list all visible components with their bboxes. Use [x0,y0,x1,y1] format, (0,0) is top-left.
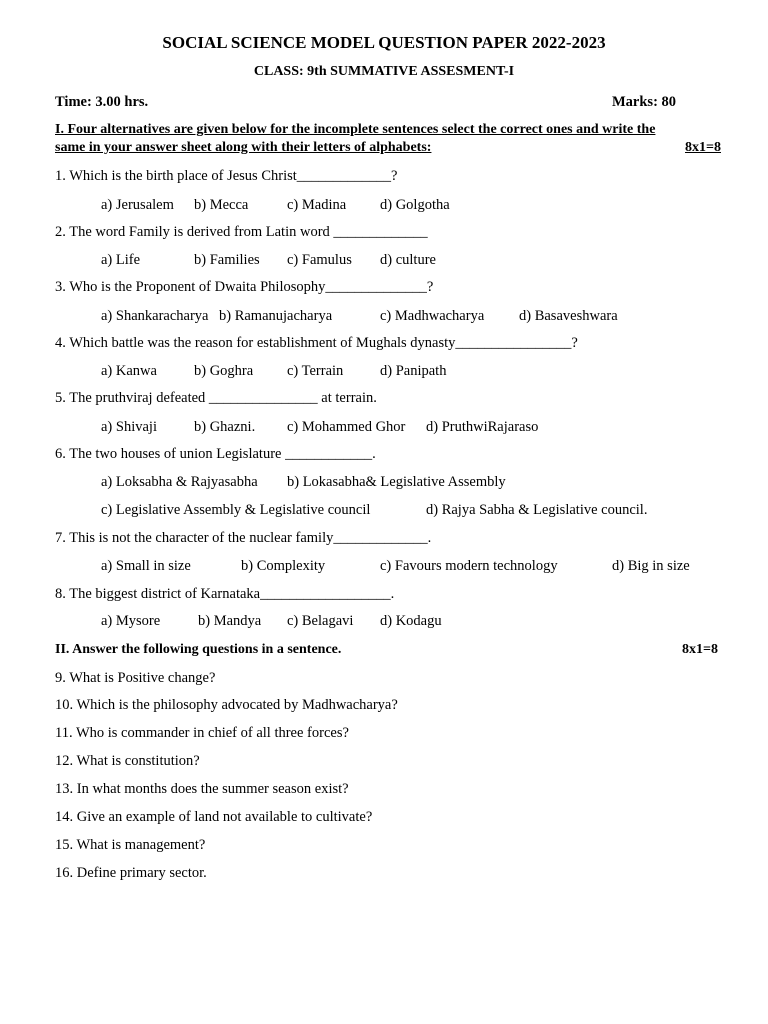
q7-option-b: b) Complexity [241,558,326,574]
question-16: 16. Define primary sector. [55,865,207,881]
q2-option-d: d) culture [380,252,436,268]
q5-option-d: d) PruthwiRajaraso [426,419,539,435]
question-15: 15. What is management? [55,837,206,853]
q4-option-b: b) Goghra [194,363,254,379]
q8-option-b: b) Mandya [198,613,262,629]
q7-option-a: a) Small in size [101,558,191,574]
question-10: 10. Which is the philosophy advocated by Madhwacharya? [55,697,398,713]
time-label: Time: 3.00 hrs. [55,94,149,110]
q6-option-a: a) Loksabha & Rajyasabha [101,474,258,490]
question-3: 3. Who is the Proponent of Dwaita Philosophy______________? [55,279,434,295]
q8-option-d: d) Kodagu [380,613,442,629]
q2-option-b: b) Families [194,252,260,268]
q3-option-a: a) Shankaracharya [101,308,209,324]
question-14: 14. Give an example of land not available to cultivate? [55,809,373,825]
q2-option-a: a) Life [101,252,141,268]
q2-option-c: c) Famulus [287,252,352,268]
question-9: 9. What is Positive change? [55,670,216,686]
q3-option-b: b) Ramanujacharya [219,308,333,324]
q1-option-b: b) Mecca [194,197,249,213]
q4-option-d: d) Panipath [380,363,447,379]
q5-option-b: b) Ghazni. [194,419,256,435]
q6-option-c: c) Legislative Assembly & Legislative council [101,502,371,518]
q6-option-d: d) Rajya Sabha & Legislative council. [426,502,648,518]
q8-option-a: a) Mysore [101,613,161,629]
section1-marks: 8x1=8 [685,140,721,155]
section2-marks: 8x1=8 [682,642,718,657]
section1-instruction-line1: I. Four alternatives are given below for the incomplete sentences select the correct ones and write the [55,122,656,137]
question-11: 11. Who is commander in chief of all three forces? [55,725,349,741]
q1-option-c: c) Madina [287,197,347,213]
question-5: 5. The pruthviraj defeated _______________ at terrain. [55,390,377,406]
q1-option-a: a) Jerusalem [101,197,174,213]
section2-heading: II. Answer the following questions in a sentence. [55,642,342,657]
section1-instruction-line2: same in your answer sheet along with their letters of alphabets: [55,140,432,155]
question-12: 12. What is constitution? [55,753,200,769]
q3-option-d: d) Basaveshwara [519,308,618,324]
q4-option-c: c) Terrain [287,363,344,379]
q5-option-c: c) Mohammed Ghor [287,419,406,435]
question-1: 1. Which is the birth place of Jesus Christ_____________? [55,168,398,184]
paper-title: SOCIAL SCIENCE MODEL QUESTION PAPER 2022-2023 [162,33,606,52]
q7-option-c: c) Favours modern technology [380,558,558,574]
question-2: 2. The word Family is derived from Latin word _____________ [55,224,428,240]
q8-option-c: c) Belagavi [287,613,354,629]
question-4: 4. Which battle was the reason for establishment of Mughals dynasty________________? [55,335,578,351]
q5-option-a: a) Shivaji [101,419,157,435]
q6-option-b: b) Lokasabha& Legislative Assembly [287,474,506,490]
q1-option-d: d) Golgotha [380,197,450,213]
q7-option-d: d) Big in size [612,558,690,574]
marks-label: Marks: 80 [612,94,677,110]
q3-option-c: c) Madhwacharya [380,308,485,324]
class-line: CLASS: 9th SUMMATIVE ASSESMENT-I [253,64,515,79]
question-13: 13. In what months does the summer season exist? [55,781,349,797]
question-8: 8. The biggest district of Karnataka__________________. [55,586,395,602]
q4-option-a: a) Kanwa [101,363,157,379]
section1-instructions [55,121,721,157]
question-6: 6. The two houses of union Legislature ____________. [55,446,376,462]
question-7: 7. This is not the character of the nuclear family_____________. [55,530,432,546]
